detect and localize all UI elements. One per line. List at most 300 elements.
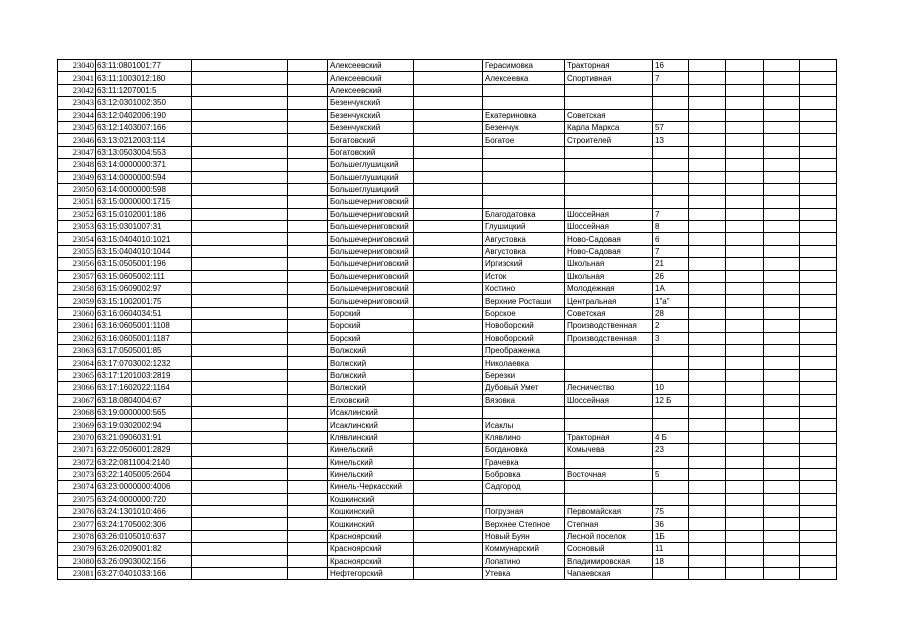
empty-cell xyxy=(414,134,483,146)
empty-cell xyxy=(726,456,764,468)
empty-cell xyxy=(192,84,288,96)
street-cell: Лесной поселок xyxy=(565,530,653,542)
district-cell: Большечерниговский xyxy=(328,233,414,245)
street-cell: Комычева xyxy=(565,444,653,456)
empty-cell xyxy=(288,481,328,493)
street-cell: Школьная xyxy=(565,258,653,270)
empty-cell xyxy=(726,84,764,96)
district-cell: Волжский xyxy=(328,369,414,381)
district-cell: Кошкинский xyxy=(328,493,414,505)
street-cell: Восточная xyxy=(565,468,653,480)
empty-cell xyxy=(288,159,328,171)
street-cell xyxy=(565,419,653,431)
locality-cell: Исаклы xyxy=(483,419,565,431)
cadastral-number-cell: 63:17:1602022:1164 xyxy=(96,382,192,394)
locality-cell: Клявлино xyxy=(483,431,565,443)
row-number-cell: 23048 xyxy=(58,159,96,171)
district-cell: Кинель-Черкасский xyxy=(328,481,414,493)
empty-cell xyxy=(764,468,800,480)
empty-cell xyxy=(689,530,726,542)
empty-cell xyxy=(764,221,800,233)
cadastral-number-cell: 63:26:0209001:82 xyxy=(96,543,192,555)
house-cell: 1Б xyxy=(653,530,689,542)
locality-cell: Герасимовка xyxy=(483,60,565,72)
empty-cell xyxy=(726,72,764,84)
table-row xyxy=(58,369,837,381)
empty-cell xyxy=(288,431,328,443)
empty-cell xyxy=(414,258,483,270)
empty-cell xyxy=(800,394,837,406)
empty-cell xyxy=(192,543,288,555)
house-cell: 5 xyxy=(653,468,689,480)
district-cell: Безенчукский xyxy=(328,97,414,109)
empty-cell xyxy=(689,295,726,307)
empty-cell xyxy=(726,344,764,356)
locality-cell: Вязовка xyxy=(483,394,565,406)
locality-cell: Верхние Росташи xyxy=(483,295,565,307)
empty-cell xyxy=(800,481,837,493)
house-cell: 23 xyxy=(653,444,689,456)
cadastral-number-cell: 63:14:0000000:594 xyxy=(96,171,192,183)
street-cell xyxy=(565,146,653,158)
house-cell: 4 Б xyxy=(653,431,689,443)
empty-cell xyxy=(192,431,288,443)
table-row xyxy=(58,394,837,406)
empty-cell xyxy=(288,208,328,220)
empty-cell xyxy=(726,406,764,418)
empty-cell xyxy=(800,171,837,183)
cadastral-number-cell: 63:26:0105010:637 xyxy=(96,530,192,542)
house-cell: 7 xyxy=(653,208,689,220)
district-cell: Борский xyxy=(328,320,414,332)
empty-cell xyxy=(726,208,764,220)
empty-cell xyxy=(800,419,837,431)
empty-cell xyxy=(192,221,288,233)
empty-cell xyxy=(414,109,483,121)
empty-cell xyxy=(192,344,288,356)
locality-cell: Исток xyxy=(483,270,565,282)
row-number-cell: 23040 xyxy=(58,60,96,72)
empty-cell xyxy=(288,270,328,282)
empty-cell xyxy=(764,109,800,121)
row-number-cell: 23052 xyxy=(58,208,96,220)
cadastral-number-cell: 63:12:1403007:166 xyxy=(96,121,192,133)
street-cell: Центральная xyxy=(565,295,653,307)
empty-cell xyxy=(288,518,328,530)
district-cell: Большеглушицкий xyxy=(328,183,414,195)
empty-cell xyxy=(689,146,726,158)
house-cell: 7 xyxy=(653,72,689,84)
street-cell: Советская xyxy=(565,109,653,121)
table-row xyxy=(58,258,837,270)
street-cell xyxy=(565,183,653,195)
street-cell xyxy=(565,406,653,418)
empty-cell xyxy=(726,60,764,72)
cadastral-number-cell: 63:14:0000000:598 xyxy=(96,183,192,195)
empty-cell xyxy=(192,233,288,245)
empty-cell xyxy=(689,97,726,109)
empty-cell xyxy=(192,295,288,307)
empty-cell xyxy=(800,357,837,369)
table-row xyxy=(58,245,837,257)
row-number-cell: 23070 xyxy=(58,431,96,443)
empty-cell xyxy=(689,493,726,505)
empty-cell xyxy=(764,481,800,493)
empty-cell xyxy=(764,270,800,282)
table-row xyxy=(58,555,837,567)
house-cell: 57 xyxy=(653,121,689,133)
empty-cell xyxy=(764,146,800,158)
empty-cell xyxy=(689,468,726,480)
cadastral-number-cell: 63:22:0811004:2140 xyxy=(96,456,192,468)
cadastral-number-cell: 63:23:0000000:4006 xyxy=(96,481,192,493)
empty-cell xyxy=(288,444,328,456)
empty-cell xyxy=(800,245,837,257)
empty-cell xyxy=(192,134,288,146)
empty-cell xyxy=(800,258,837,270)
house-cell: 1А xyxy=(653,283,689,295)
house-cell: 75 xyxy=(653,506,689,518)
empty-cell xyxy=(726,196,764,208)
empty-cell xyxy=(689,406,726,418)
row-number-cell: 23055 xyxy=(58,245,96,257)
district-cell: Волжский xyxy=(328,357,414,369)
street-cell: Ново-Садовая xyxy=(565,233,653,245)
cadastral-number-cell: 63:27:0401033:166 xyxy=(96,568,192,580)
empty-cell xyxy=(192,394,288,406)
district-cell: Кинельский xyxy=(328,456,414,468)
empty-cell xyxy=(414,444,483,456)
empty-cell xyxy=(288,332,328,344)
table-row xyxy=(58,171,837,183)
empty-cell xyxy=(800,84,837,96)
empty-cell xyxy=(288,369,328,381)
street-cell xyxy=(565,159,653,171)
street-cell: Тракторная xyxy=(565,60,653,72)
empty-cell xyxy=(726,543,764,555)
house-cell: 16 xyxy=(653,60,689,72)
empty-cell xyxy=(726,221,764,233)
empty-cell xyxy=(192,493,288,505)
empty-cell xyxy=(689,84,726,96)
locality-cell xyxy=(483,406,565,418)
empty-cell xyxy=(689,72,726,84)
empty-cell xyxy=(288,456,328,468)
house-cell xyxy=(653,84,689,96)
empty-cell xyxy=(288,506,328,518)
empty-cell xyxy=(689,307,726,319)
table-row xyxy=(58,283,837,295)
empty-cell xyxy=(192,444,288,456)
row-number-cell: 23066 xyxy=(58,382,96,394)
street-cell xyxy=(565,344,653,356)
empty-cell xyxy=(288,221,328,233)
empty-cell xyxy=(414,543,483,555)
table-row xyxy=(58,506,837,518)
house-cell xyxy=(653,183,689,195)
locality-cell xyxy=(483,171,565,183)
locality-cell: Преображенка xyxy=(483,344,565,356)
empty-cell xyxy=(288,357,328,369)
table-row xyxy=(58,382,837,394)
row-number-cell: 23059 xyxy=(58,295,96,307)
table-row xyxy=(58,208,837,220)
row-number-cell: 23054 xyxy=(58,233,96,245)
empty-cell xyxy=(288,72,328,84)
empty-cell xyxy=(288,171,328,183)
empty-cell xyxy=(689,506,726,518)
empty-cell xyxy=(288,196,328,208)
row-number-cell: 23075 xyxy=(58,493,96,505)
empty-cell xyxy=(192,332,288,344)
district-cell: Большеглушицкий xyxy=(328,171,414,183)
empty-cell xyxy=(764,419,800,431)
empty-cell xyxy=(764,369,800,381)
empty-cell xyxy=(764,283,800,295)
empty-cell xyxy=(689,332,726,344)
table-row xyxy=(58,530,837,542)
empty-cell xyxy=(764,72,800,84)
locality-cell: Березки xyxy=(483,369,565,381)
house-cell: 6 xyxy=(653,233,689,245)
empty-cell xyxy=(689,121,726,133)
empty-cell xyxy=(414,382,483,394)
empty-cell xyxy=(726,134,764,146)
empty-cell xyxy=(800,518,837,530)
street-cell: Первомайская xyxy=(565,506,653,518)
empty-cell xyxy=(689,394,726,406)
empty-cell xyxy=(689,221,726,233)
empty-cell xyxy=(689,344,726,356)
empty-cell xyxy=(726,568,764,580)
empty-cell xyxy=(288,97,328,109)
empty-cell xyxy=(800,121,837,133)
table-row xyxy=(58,146,837,158)
empty-cell xyxy=(800,344,837,356)
empty-cell xyxy=(192,555,288,567)
empty-cell xyxy=(192,481,288,493)
district-cell: Волжский xyxy=(328,344,414,356)
empty-cell xyxy=(414,121,483,133)
empty-cell xyxy=(689,258,726,270)
empty-cell xyxy=(764,208,800,220)
empty-cell xyxy=(800,468,837,480)
table-row xyxy=(58,97,837,109)
district-cell: Нефтегорский xyxy=(328,568,414,580)
empty-cell xyxy=(726,332,764,344)
empty-cell xyxy=(726,258,764,270)
district-cell: Волжский xyxy=(328,382,414,394)
empty-cell xyxy=(192,208,288,220)
house-cell: 7 xyxy=(653,245,689,257)
empty-cell xyxy=(764,357,800,369)
empty-cell xyxy=(192,357,288,369)
empty-cell xyxy=(800,109,837,121)
table-row xyxy=(58,456,837,468)
cadastral-number-cell: 63:14:0000000:371 xyxy=(96,159,192,171)
row-number-cell: 23081 xyxy=(58,568,96,580)
locality-cell: Богатое xyxy=(483,134,565,146)
cadastral-number-cell: 63:13:0503004:553 xyxy=(96,146,192,158)
empty-cell xyxy=(689,320,726,332)
empty-cell xyxy=(764,431,800,443)
locality-cell: Августовка xyxy=(483,245,565,257)
table-body xyxy=(58,60,837,580)
house-cell: 1"а" xyxy=(653,295,689,307)
locality-cell: Коммунарский xyxy=(483,543,565,555)
cadastral-number-cell: 63:12:0301002:350 xyxy=(96,97,192,109)
empty-cell xyxy=(689,481,726,493)
house-cell xyxy=(653,97,689,109)
cadastral-number-cell: 63:21:0906031:91 xyxy=(96,431,192,443)
empty-cell xyxy=(726,245,764,257)
district-cell: Красноярский xyxy=(328,543,414,555)
district-cell: Большечерниговский xyxy=(328,258,414,270)
empty-cell xyxy=(689,159,726,171)
empty-cell xyxy=(764,258,800,270)
table-row xyxy=(58,332,837,344)
empty-cell xyxy=(800,159,837,171)
empty-cell xyxy=(414,283,483,295)
cadastral-number-cell: 63:15:0404010:1021 xyxy=(96,233,192,245)
locality-cell: Новоборский xyxy=(483,332,565,344)
empty-cell xyxy=(764,406,800,418)
district-cell: Алексеевский xyxy=(328,72,414,84)
empty-cell xyxy=(689,270,726,282)
empty-cell xyxy=(689,543,726,555)
empty-cell xyxy=(764,555,800,567)
locality-cell xyxy=(483,196,565,208)
empty-cell xyxy=(800,332,837,344)
cadastral-number-cell: 63:26:0903002:156 xyxy=(96,555,192,567)
row-number-cell: 23078 xyxy=(58,530,96,542)
empty-cell xyxy=(192,506,288,518)
table-row xyxy=(58,419,837,431)
row-number-cell: 23058 xyxy=(58,283,96,295)
empty-cell xyxy=(800,456,837,468)
row-number-cell: 23043 xyxy=(58,97,96,109)
table-row xyxy=(58,121,837,133)
house-cell xyxy=(653,406,689,418)
empty-cell xyxy=(192,60,288,72)
empty-cell xyxy=(726,468,764,480)
street-cell: Ново-Садовая xyxy=(565,245,653,257)
empty-cell xyxy=(726,481,764,493)
cadastral-number-cell: 63:11:1003012:180 xyxy=(96,72,192,84)
row-number-cell: 23074 xyxy=(58,481,96,493)
street-cell xyxy=(565,97,653,109)
empty-cell xyxy=(689,419,726,431)
empty-cell xyxy=(764,394,800,406)
empty-cell xyxy=(414,369,483,381)
empty-cell xyxy=(726,382,764,394)
empty-cell xyxy=(414,84,483,96)
empty-cell xyxy=(414,518,483,530)
house-cell: 36 xyxy=(653,518,689,530)
empty-cell xyxy=(726,109,764,121)
cadastral-number-cell: 63:16:0605001:1108 xyxy=(96,320,192,332)
district-cell: Большечерниговский xyxy=(328,283,414,295)
empty-cell xyxy=(764,307,800,319)
house-cell: 11 xyxy=(653,543,689,555)
empty-cell xyxy=(689,456,726,468)
district-cell: Богатовский xyxy=(328,134,414,146)
cadastral-number-cell: 63:15:0102001:186 xyxy=(96,208,192,220)
empty-cell xyxy=(689,60,726,72)
empty-cell xyxy=(764,530,800,542)
row-number-cell: 23063 xyxy=(58,344,96,356)
locality-cell: Алексеевка xyxy=(483,72,565,84)
street-cell: Тракторная xyxy=(565,431,653,443)
empty-cell xyxy=(414,233,483,245)
empty-cell xyxy=(800,369,837,381)
cadastral-number-cell: 63:12:0402006:190 xyxy=(96,109,192,121)
empty-cell xyxy=(764,295,800,307)
empty-cell xyxy=(192,283,288,295)
empty-cell xyxy=(764,332,800,344)
locality-cell: Дубовый Умет xyxy=(483,382,565,394)
cadastral-number-cell: 63:15:0000000:1715 xyxy=(96,196,192,208)
row-number-cell: 23068 xyxy=(58,406,96,418)
row-number-cell: 23062 xyxy=(58,332,96,344)
empty-cell xyxy=(414,332,483,344)
empty-cell xyxy=(689,245,726,257)
empty-cell xyxy=(288,295,328,307)
house-cell: 10 xyxy=(653,382,689,394)
house-cell: 2 xyxy=(653,320,689,332)
house-cell: 26 xyxy=(653,270,689,282)
locality-cell: Грачевка xyxy=(483,456,565,468)
cadastral-number-cell: 63:19:0302002:94 xyxy=(96,419,192,431)
street-cell: Молодежная xyxy=(565,283,653,295)
table-row xyxy=(58,320,837,332)
empty-cell xyxy=(288,233,328,245)
empty-cell xyxy=(800,307,837,319)
empty-cell xyxy=(800,493,837,505)
empty-cell xyxy=(764,121,800,133)
empty-cell xyxy=(414,221,483,233)
table-row xyxy=(58,183,837,195)
house-cell xyxy=(653,481,689,493)
table-row xyxy=(58,431,837,443)
row-number-cell: 23077 xyxy=(58,518,96,530)
empty-cell xyxy=(726,357,764,369)
empty-cell xyxy=(414,344,483,356)
table-row xyxy=(58,159,837,171)
empty-cell xyxy=(414,481,483,493)
locality-cell: Лопатино xyxy=(483,555,565,567)
empty-cell xyxy=(726,233,764,245)
row-number-cell: 23064 xyxy=(58,357,96,369)
street-cell: Владимировская xyxy=(565,555,653,567)
empty-cell xyxy=(288,183,328,195)
row-number-cell: 23056 xyxy=(58,258,96,270)
street-cell: Сосновый xyxy=(565,543,653,555)
table-row xyxy=(58,481,837,493)
row-number-cell: 23047 xyxy=(58,146,96,158)
house-cell: 28 xyxy=(653,307,689,319)
cadastral-number-cell: 63:16:0605001:1187 xyxy=(96,332,192,344)
street-cell: Чапаевская xyxy=(565,568,653,580)
empty-cell xyxy=(414,406,483,418)
row-number-cell: 23046 xyxy=(58,134,96,146)
empty-cell xyxy=(192,245,288,257)
empty-cell xyxy=(726,518,764,530)
house-cell xyxy=(653,171,689,183)
district-cell: Большечерниговский xyxy=(328,221,414,233)
empty-cell xyxy=(764,134,800,146)
cadastral-number-cell: 63:15:0301007:31 xyxy=(96,221,192,233)
